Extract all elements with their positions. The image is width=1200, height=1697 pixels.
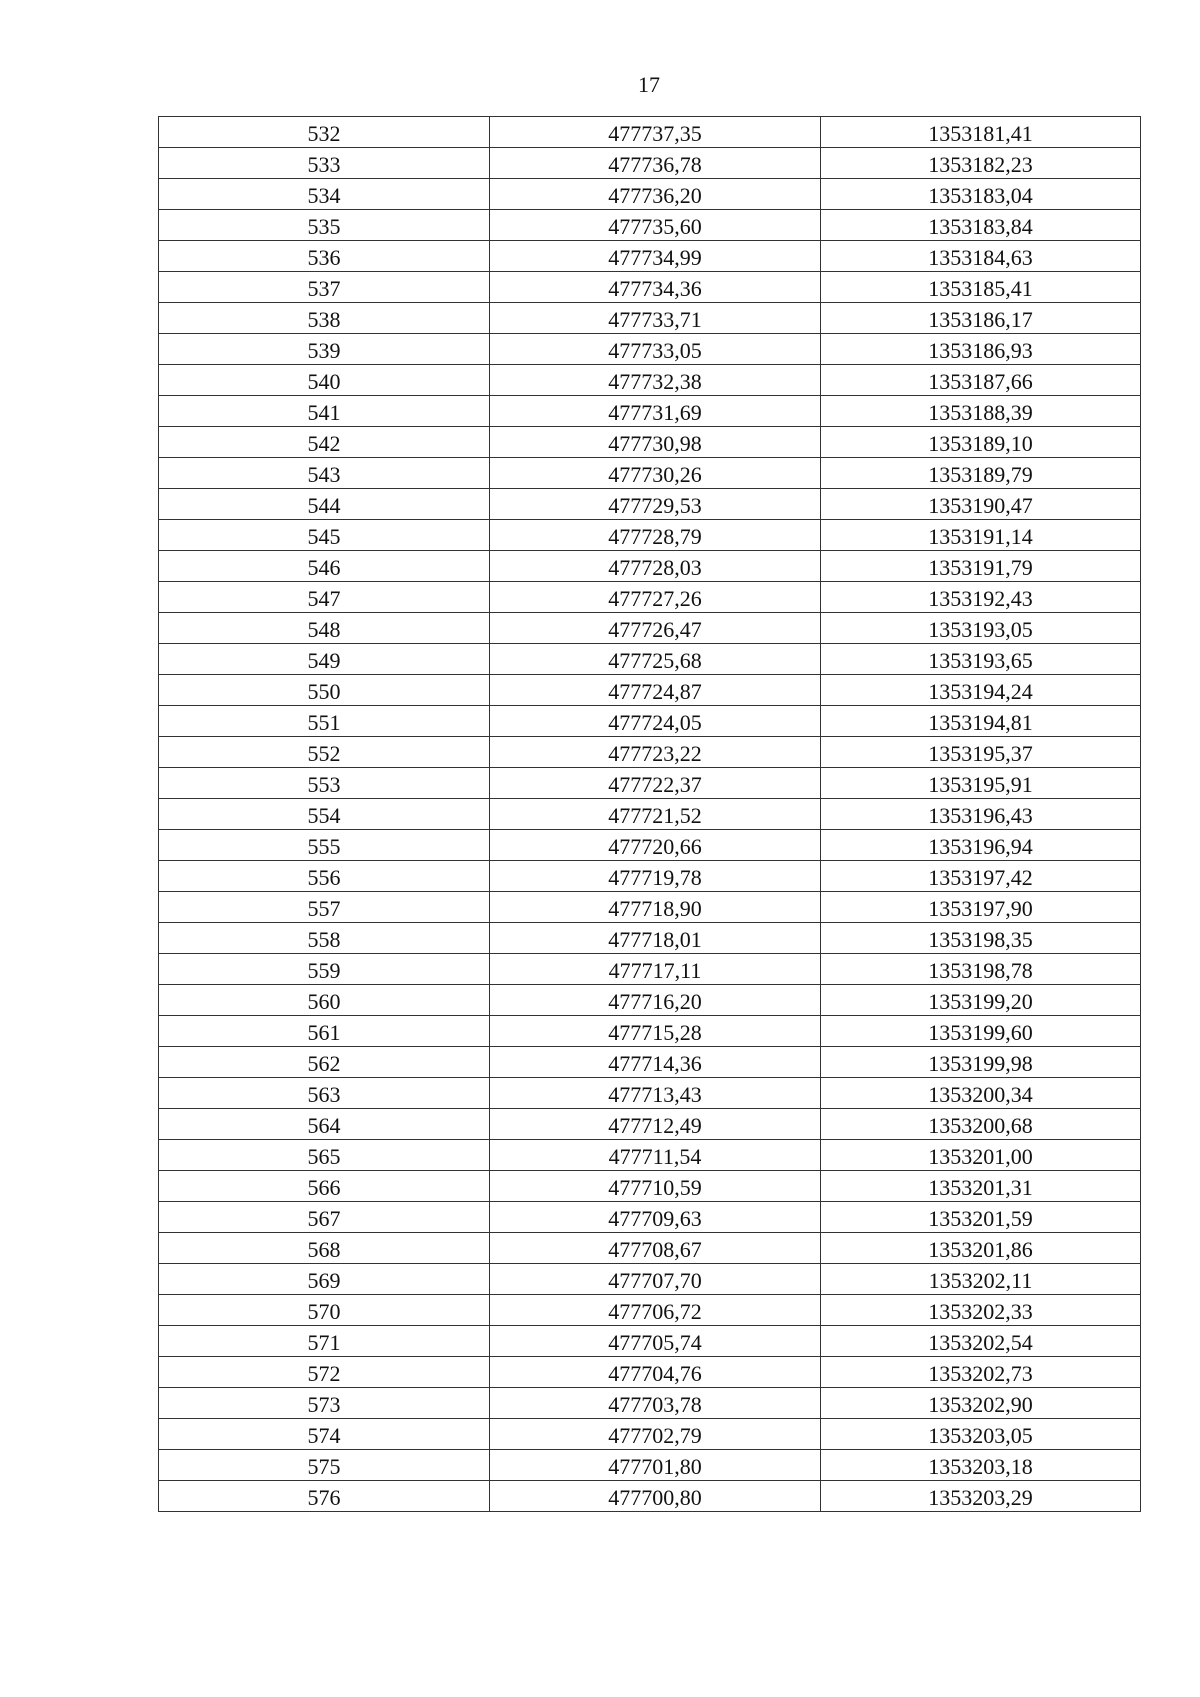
table-row — [159, 985, 1141, 1016]
table-row — [159, 582, 1141, 613]
point-number-cell: 532 — [159, 117, 490, 148]
x-coordinate-cell: 477712,49 — [490, 1109, 821, 1140]
x-coordinate-cell: 477728,79 — [490, 520, 821, 551]
y-coordinate-cell: 1353182,23 — [821, 148, 1141, 179]
point-number-cell: 540 — [159, 365, 490, 396]
point-number-cell: 551 — [159, 706, 490, 737]
table-row — [159, 892, 1141, 923]
x-coordinate-cell: 477710,59 — [490, 1171, 821, 1202]
table-row — [159, 1419, 1141, 1450]
table-row — [159, 737, 1141, 768]
point-number-cell: 535 — [159, 210, 490, 241]
y-coordinate-cell: 1353202,54 — [821, 1326, 1141, 1357]
point-number-cell: 556 — [159, 861, 490, 892]
point-number-cell: 563 — [159, 1078, 490, 1109]
table-row — [159, 458, 1141, 489]
point-number-cell: 550 — [159, 675, 490, 706]
y-coordinate-cell: 1353186,17 — [821, 303, 1141, 334]
point-number-cell: 572 — [159, 1357, 490, 1388]
point-number-cell: 559 — [159, 954, 490, 985]
table-row — [159, 179, 1141, 210]
table-row — [159, 520, 1141, 551]
y-coordinate-cell: 1353199,98 — [821, 1047, 1141, 1078]
x-coordinate-cell: 477724,87 — [490, 675, 821, 706]
x-coordinate-cell: 477720,66 — [490, 830, 821, 861]
table-row — [159, 1481, 1141, 1512]
x-coordinate-cell: 477737,35 — [490, 117, 821, 148]
table-row — [159, 272, 1141, 303]
table-row — [159, 644, 1141, 675]
x-coordinate-cell: 477723,22 — [490, 737, 821, 768]
table-row — [159, 241, 1141, 272]
y-coordinate-cell: 1353186,93 — [821, 334, 1141, 365]
y-coordinate-cell: 1353197,42 — [821, 861, 1141, 892]
point-number-cell: 566 — [159, 1171, 490, 1202]
table-row — [159, 1140, 1141, 1171]
table-row — [159, 1388, 1141, 1419]
table-row — [159, 675, 1141, 706]
x-coordinate-cell: 477704,76 — [490, 1357, 821, 1388]
x-coordinate-cell: 477706,72 — [490, 1295, 821, 1326]
point-number-cell: 542 — [159, 427, 490, 458]
y-coordinate-cell: 1353183,04 — [821, 179, 1141, 210]
table-row — [159, 1016, 1141, 1047]
table-row — [159, 334, 1141, 365]
point-number-cell: 552 — [159, 737, 490, 768]
point-number-cell: 571 — [159, 1326, 490, 1357]
x-coordinate-cell: 477711,54 — [490, 1140, 821, 1171]
y-coordinate-cell: 1353198,78 — [821, 954, 1141, 985]
point-number-cell: 547 — [159, 582, 490, 613]
point-number-cell: 549 — [159, 644, 490, 675]
point-number-cell: 576 — [159, 1481, 490, 1512]
table-row — [159, 1450, 1141, 1481]
table-row — [159, 1109, 1141, 1140]
point-number-cell: 533 — [159, 148, 490, 179]
y-coordinate-cell: 1353202,33 — [821, 1295, 1141, 1326]
point-number-cell: 541 — [159, 396, 490, 427]
y-coordinate-cell: 1353199,20 — [821, 985, 1141, 1016]
x-coordinate-cell: 477722,37 — [490, 768, 821, 799]
y-coordinate-cell: 1353195,91 — [821, 768, 1141, 799]
x-coordinate-cell: 477717,11 — [490, 954, 821, 985]
table-row — [159, 551, 1141, 582]
x-coordinate-cell: 477713,43 — [490, 1078, 821, 1109]
point-number-cell: 545 — [159, 520, 490, 551]
x-coordinate-cell: 477715,28 — [490, 1016, 821, 1047]
point-number-cell: 558 — [159, 923, 490, 954]
x-coordinate-cell: 477700,80 — [490, 1481, 821, 1512]
point-number-cell: 534 — [159, 179, 490, 210]
table-row — [159, 117, 1141, 148]
y-coordinate-cell: 1353203,29 — [821, 1481, 1141, 1512]
x-coordinate-cell: 477718,90 — [490, 892, 821, 923]
y-coordinate-cell: 1353184,63 — [821, 241, 1141, 272]
x-coordinate-cell: 477730,26 — [490, 458, 821, 489]
x-coordinate-cell: 477721,52 — [490, 799, 821, 830]
x-coordinate-cell: 477718,01 — [490, 923, 821, 954]
table-row — [159, 706, 1141, 737]
x-coordinate-cell: 477733,71 — [490, 303, 821, 334]
y-coordinate-cell: 1353181,41 — [821, 117, 1141, 148]
x-coordinate-cell: 477736,78 — [490, 148, 821, 179]
x-coordinate-cell: 477725,68 — [490, 644, 821, 675]
y-coordinate-cell: 1353201,31 — [821, 1171, 1141, 1202]
x-coordinate-cell: 477727,26 — [490, 582, 821, 613]
x-coordinate-cell: 477726,47 — [490, 613, 821, 644]
y-coordinate-cell: 1353189,10 — [821, 427, 1141, 458]
point-number-cell: 575 — [159, 1450, 490, 1481]
table-row — [159, 1202, 1141, 1233]
y-coordinate-cell: 1353196,94 — [821, 830, 1141, 861]
table-row — [159, 1264, 1141, 1295]
table-row — [159, 148, 1141, 179]
x-coordinate-cell: 477736,20 — [490, 179, 821, 210]
x-coordinate-cell: 477731,69 — [490, 396, 821, 427]
y-coordinate-cell: 1353187,66 — [821, 365, 1141, 396]
y-coordinate-cell: 1353202,11 — [821, 1264, 1141, 1295]
table-row — [159, 396, 1141, 427]
coordinates-table — [158, 116, 1141, 1512]
x-coordinate-cell: 477714,36 — [490, 1047, 821, 1078]
y-coordinate-cell: 1353191,79 — [821, 551, 1141, 582]
point-number-cell: 573 — [159, 1388, 490, 1419]
x-coordinate-cell: 477735,60 — [490, 210, 821, 241]
table-row — [159, 613, 1141, 644]
point-number-cell: 564 — [159, 1109, 490, 1140]
point-number-cell: 569 — [159, 1264, 490, 1295]
x-coordinate-cell: 477733,05 — [490, 334, 821, 365]
point-number-cell: 543 — [159, 458, 490, 489]
y-coordinate-cell: 1353190,47 — [821, 489, 1141, 520]
point-number-cell: 560 — [159, 985, 490, 1016]
y-coordinate-cell: 1353203,18 — [821, 1450, 1141, 1481]
y-coordinate-cell: 1353199,60 — [821, 1016, 1141, 1047]
table-row — [159, 1078, 1141, 1109]
x-coordinate-cell: 477729,53 — [490, 489, 821, 520]
y-coordinate-cell: 1353191,14 — [821, 520, 1141, 551]
point-number-cell: 557 — [159, 892, 490, 923]
point-number-cell: 553 — [159, 768, 490, 799]
table-row — [159, 210, 1141, 241]
x-coordinate-cell: 477702,79 — [490, 1419, 821, 1450]
x-coordinate-cell: 477734,99 — [490, 241, 821, 272]
point-number-cell: 561 — [159, 1016, 490, 1047]
y-coordinate-cell: 1353183,84 — [821, 210, 1141, 241]
page-number: 17 — [638, 72, 660, 97]
table-row — [159, 1233, 1141, 1264]
y-coordinate-cell: 1353193,05 — [821, 613, 1141, 644]
x-coordinate-cell: 477703,78 — [490, 1388, 821, 1419]
point-number-cell: 567 — [159, 1202, 490, 1233]
y-coordinate-cell: 1353188,39 — [821, 396, 1141, 427]
point-number-cell: 568 — [159, 1233, 490, 1264]
table-row — [159, 861, 1141, 892]
table-row — [159, 768, 1141, 799]
y-coordinate-cell: 1353194,24 — [821, 675, 1141, 706]
table-row — [159, 1357, 1141, 1388]
y-coordinate-cell: 1353201,59 — [821, 1202, 1141, 1233]
table-row — [159, 303, 1141, 334]
table-row — [159, 1171, 1141, 1202]
coordinates-table-body — [159, 117, 1141, 1512]
point-number-cell: 574 — [159, 1419, 490, 1450]
table-row — [159, 799, 1141, 830]
x-coordinate-cell: 477734,36 — [490, 272, 821, 303]
x-coordinate-cell: 477730,98 — [490, 427, 821, 458]
y-coordinate-cell: 1353201,00 — [821, 1140, 1141, 1171]
y-coordinate-cell: 1353195,37 — [821, 737, 1141, 768]
x-coordinate-cell: 477719,78 — [490, 861, 821, 892]
point-number-cell: 537 — [159, 272, 490, 303]
y-coordinate-cell: 1353193,65 — [821, 644, 1141, 675]
table-row — [159, 1295, 1141, 1326]
y-coordinate-cell: 1353189,79 — [821, 458, 1141, 489]
point-number-cell: 570 — [159, 1295, 490, 1326]
x-coordinate-cell: 477732,38 — [490, 365, 821, 396]
y-coordinate-cell: 1353202,90 — [821, 1388, 1141, 1419]
y-coordinate-cell: 1353202,73 — [821, 1357, 1141, 1388]
x-coordinate-cell: 477708,67 — [490, 1233, 821, 1264]
table-row — [159, 830, 1141, 861]
x-coordinate-cell: 477728,03 — [490, 551, 821, 582]
point-number-cell: 538 — [159, 303, 490, 334]
y-coordinate-cell: 1353200,34 — [821, 1078, 1141, 1109]
x-coordinate-cell: 477701,80 — [490, 1450, 821, 1481]
y-coordinate-cell: 1353197,90 — [821, 892, 1141, 923]
point-number-cell: 536 — [159, 241, 490, 272]
table-row — [159, 1326, 1141, 1357]
table-row — [159, 365, 1141, 396]
point-number-cell: 546 — [159, 551, 490, 582]
point-number-cell: 548 — [159, 613, 490, 644]
table-row — [159, 954, 1141, 985]
point-number-cell: 554 — [159, 799, 490, 830]
y-coordinate-cell: 1353194,81 — [821, 706, 1141, 737]
point-number-cell: 539 — [159, 334, 490, 365]
point-number-cell: 555 — [159, 830, 490, 861]
y-coordinate-cell: 1353200,68 — [821, 1109, 1141, 1140]
x-coordinate-cell: 477709,63 — [490, 1202, 821, 1233]
point-number-cell: 562 — [159, 1047, 490, 1078]
y-coordinate-cell: 1353201,86 — [821, 1233, 1141, 1264]
y-coordinate-cell: 1353185,41 — [821, 272, 1141, 303]
point-number-cell: 565 — [159, 1140, 490, 1171]
y-coordinate-cell: 1353196,43 — [821, 799, 1141, 830]
table-row — [159, 489, 1141, 520]
x-coordinate-cell: 477707,70 — [490, 1264, 821, 1295]
table-row — [159, 427, 1141, 458]
table-row — [159, 1047, 1141, 1078]
y-coordinate-cell: 1353192,43 — [821, 582, 1141, 613]
y-coordinate-cell: 1353203,05 — [821, 1419, 1141, 1450]
y-coordinate-cell: 1353198,35 — [821, 923, 1141, 954]
x-coordinate-cell: 477705,74 — [490, 1326, 821, 1357]
x-coordinate-cell: 477724,05 — [490, 706, 821, 737]
point-number-cell: 544 — [159, 489, 490, 520]
table-row — [159, 923, 1141, 954]
x-coordinate-cell: 477716,20 — [490, 985, 821, 1016]
